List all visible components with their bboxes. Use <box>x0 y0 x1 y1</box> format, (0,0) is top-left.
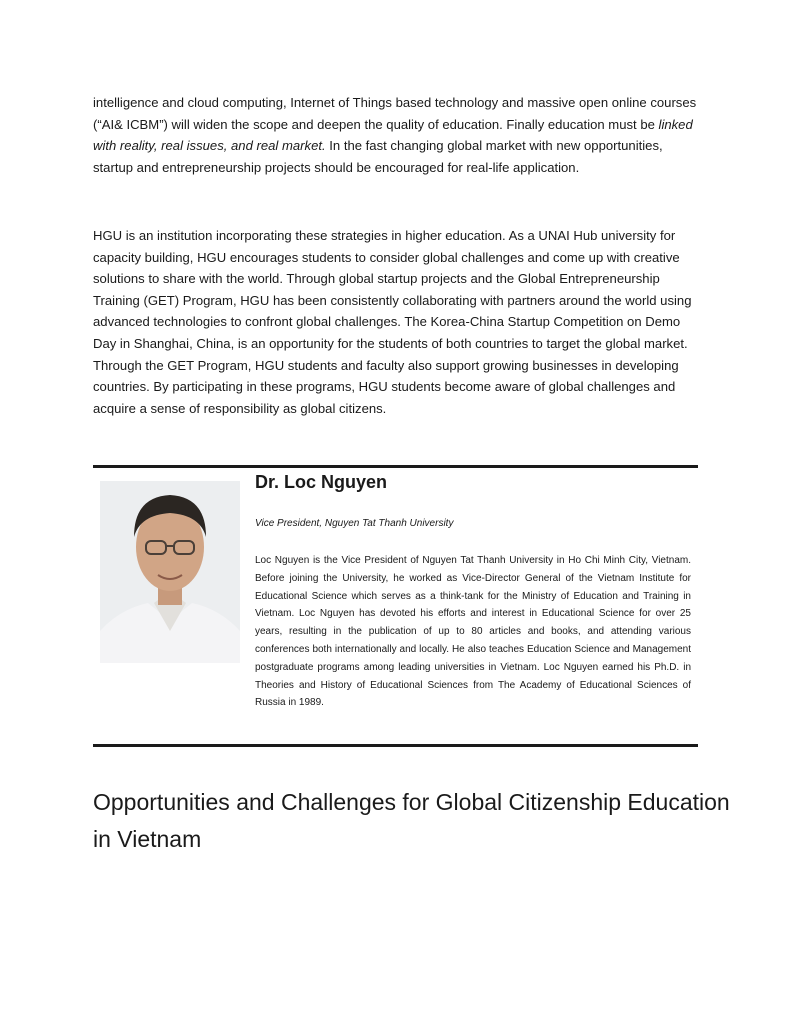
paragraph-1-emphasis: linked with reality, real issues, and real market. <box>93 116 693 154</box>
paragraph-1-text-start: intelligence and cloud computing, Internet of Things based technology and massive open online courses (“AI& ICBM”) will widen the scope and deepen the quality of education. Finally education must be <box>93 95 697 132</box>
portrait-image <box>100 481 240 663</box>
paragraph-1-text-end: In the fast changing global market with new opportunities, startup and entrepreneurship projects should be encouraged for real-life application. <box>93 138 663 175</box>
bio-top-divider <box>93 465 698 468</box>
bio-bottom-divider <box>93 744 698 747</box>
bio-role: Vice President, Nguyen Tat Thanh University <box>255 518 454 529</box>
bio-text: Loc Nguyen is the Vice President of Nguyen Tat Thanh University in Ho Chi Minh City, Vietnam. Before joining the University, he worked as Vice-Director General of the Vietnam Institute for Educational Science which serves as a think-tank for the Ministry of Education and Training in Vietnam. Loc Nguyen has devoted his efforts and interest in Educational Science for over 25 years, resulting in the publication of up to 80 articles and books, and attending various conferences both internationally and locally. He also teaches Education Science and Management postgraduate programs among leading universities in Vietnam. Loc Nguyen earned his Ph.D. in Theories and History of Educational Sciences from The Academy of Educational Sciences of Russia in 1989. <box>255 555 691 709</box>
body-paragraph-2: HGU is an institution incorporating these strategies in higher education. As a UNAI Hub university for capacity building, HGU encourages students to consider global challenges and come up with creative solutions to share with the world. Through global startup projects and the Global Entrepreneurship Training (GET) Program, HGU has been consistently collaborating with partners around the world using advanced technologies to confront global challenges. The Korea-China Startup Competition on Demo Day in Shanghai, China, is an opportunity for the students of both countries to target the global market. Through the GET Program, HGU students and faculty also support growing businesses in developing countries. By participating in these programs, HGU students become aware of global challenges and acquire a sense of responsibility as global citizens. <box>93 228 692 416</box>
portrait-photo <box>100 481 240 663</box>
body-paragraph-1 <box>93 92 699 178</box>
section-heading: Opportunities and Challenges for Global Citizenship Education in Vietnam <box>93 789 730 852</box>
bio-name: Dr. Loc Nguyen <box>255 472 388 492</box>
